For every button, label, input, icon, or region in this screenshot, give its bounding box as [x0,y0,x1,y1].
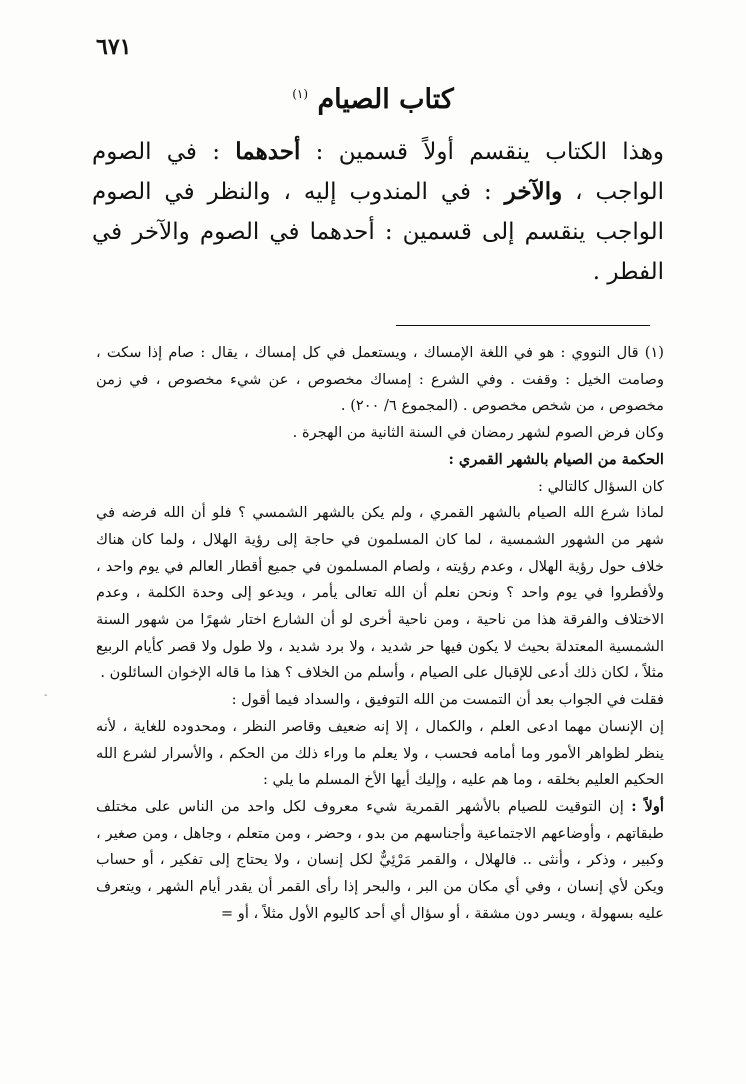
point-1-label: أولاً : [631,797,664,815]
main-first-text: : في الصوم الواجب ، [92,139,664,205]
point-1-text: إن التوقيت للصيام بالأشهر القمرية شيء معروف لكل واحد من الناس على مختلف طبقاتهم ، وأوضاعهم الاجتماعية وأجناسهم من بدو ، وحضر ، ومن متعلم ، وجاهل ، ومن صغير ، وكبير ، وذكر ، وأنثى .. فالهلال ، والقمر مَرْئِيٌّ لكل إنسان ، ولا يحتاج إلى تفكير ، أو حساب ويكن لأي إنسان ، وفي أي مكان من البر ، والبحر إذا رأى القمر أن يقدر أيام الشهر ، ويتعرف عليه بسهولة ، ويسر دون مشقة ، أو سؤال أي أحد كاليوم الأول مثلاً ، أو = [96,797,664,922]
footnote-answer-intro: فقلت في الجواب بعد أن التمست من الله التوفيق ، والسداد فيما أقول : [231,691,664,709]
main-intro: وهذا الكتاب ينقسم أولاً قسمين : [300,139,664,165]
main-first-label: أحدهما [235,138,301,165]
footnote-question: لماذا شرع الله الصيام بالشهر القمري ، ولم يكن بالشهر الشمسي ؟ فلو أن الله فرضه في شهر من الشهور الشمسية ، لما كان المسلمون في حاجة إلى رؤية الهلال ، ولما كان هناك خلاف حول رؤية الهلال ، وعدم رؤيته ، ولصام المسلمون في جميع أقطار العالم في يوم واحد ، ولأفطروا في يوم واحد ؟ ونحن نعلم أن الله تعالى يأمر ، ويدعو إلى وحدة الكلمة ، وعدم الاختلاف والفرقة هذا من ناحية ، ومن ناحية أخرى لو أن الشارع اختار شهرًا من شهور السنة الشمسية المعتدلة بحيث لا يكون فيها حر شديد ، ولا برد شديد ، ولا طول ولا قصر كأيام الربيع مثلاً ، لكان ذلك أدعى للإقبال على الصيام ، وأسلم من الخلاف ؟ هذا ما قاله الإخوان السائلون . [96,504,664,682]
footnote-definition: (١) قال النووي : هو في اللغة الإمساك ، ويستعمل في كل إمساك ، يقال : صام إذا سكت ، وصامت الخيل : وقفت . وفي الشرع : إمساك مخصوص ، عن شيء مخصوص ، في زمن مخصوص ، من شخص مخصوص . (المجموع ٦/ ٢٠٠) . [96,344,664,415]
main-paragraph [92,132,664,292]
footnote-answer: إن الإنسان مهما ادعى العلم ، والكمال ، إلا إنه ضعيف وقاصر النظر ، ومحدوده للغاية ، لأنه ينظر لظواهر الأمور وما أمامه فحسب ، ولا يعلم ما وراء ذلك من الحكم ، والأسرار لشرع الله الحكيم العليم بخلقه ، وما هم عليه ، وإليك أيها الأخ المسلم ما يلي : [96,717,664,789]
footnote-question-intro: كان السؤال كالتالي : [538,477,664,495]
footnote-heading: الحكمة من الصيام بالشهر القمري : [448,450,664,468]
main-second-label: والآخر [504,178,563,205]
chapter-title [0,84,746,115]
footnotes [96,340,664,927]
chapter-footnote-ref: (١) [292,87,309,101]
main-second-text: : في المندوب إليه ، والنظر في الصوم الواجب ينقسم إلى قسمين : أحدهما في الصوم والآخر في الفطر . [92,179,664,285]
page-number: ٦٧١ [96,34,132,60]
chapter-title-text: كتاب الصيام [317,84,454,115]
footnote-point-1 [96,794,664,928]
footnote-ramadan: وكان فرض الصوم لشهر رمضان في السنة الثانية من الهجرة . [292,424,664,442]
margin-mark: - [44,690,48,701]
footnote-separator [396,325,650,326]
